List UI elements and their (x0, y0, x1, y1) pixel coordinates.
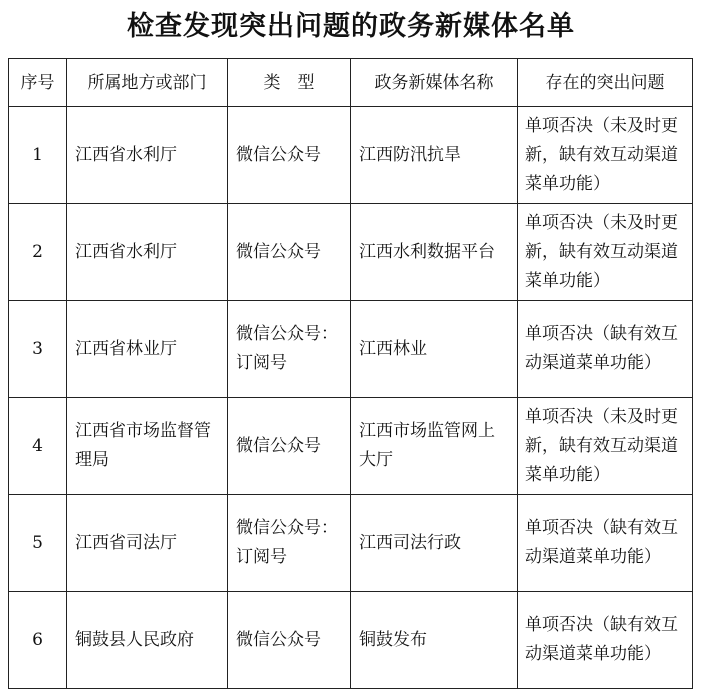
cell-type: 微信公众号：订阅号 (228, 495, 351, 592)
table-row (9, 592, 693, 689)
table-row (9, 204, 693, 301)
cell-type: 微信公众号：订阅号 (228, 301, 351, 398)
cell-problem: 单项否决（未及时更新，缺有效互动渠道菜单功能） (518, 398, 693, 495)
cell-serial-number: 2 (9, 204, 67, 301)
cell-department: 江西省林业厅 (67, 301, 228, 398)
table-row (9, 301, 693, 398)
header-media-name: 政务新媒体名称 (351, 59, 518, 107)
page-title: 检查发现突出问题的政务新媒体名单 (127, 11, 575, 42)
media-list-table (8, 58, 693, 689)
header-department: 所属地方或部门 (67, 59, 228, 107)
table-row (9, 107, 693, 204)
cell-department: 江西省水利厅 (67, 204, 228, 301)
header-serial-number: 序号 (9, 59, 67, 107)
cell-media-name: 江西防汛抗旱 (351, 107, 518, 204)
cell-media-name: 江西水利数据平台 (351, 204, 518, 301)
cell-department: 江西省水利厅 (67, 107, 228, 204)
cell-problem: 单项否决（缺有效互动渠道菜单功能） (518, 301, 693, 398)
cell-problem: 单项否决（未及时更新，缺有效互动渠道菜单功能） (518, 107, 693, 204)
cell-problem: 单项否决（缺有效互动渠道菜单功能） (518, 592, 693, 689)
cell-problem: 单项否决（缺有效互动渠道菜单功能） (518, 495, 693, 592)
cell-department: 江西省市场监督管理局 (67, 398, 228, 495)
cell-type: 微信公众号 (228, 204, 351, 301)
cell-type: 微信公众号 (228, 398, 351, 495)
cell-serial-number: 5 (9, 495, 67, 592)
cell-media-name: 江西市场监管网上大厅 (351, 398, 518, 495)
cell-serial-number: 1 (9, 107, 67, 204)
table-row (9, 398, 693, 495)
cell-serial-number: 6 (9, 592, 67, 689)
cell-problem: 单项否决（未及时更新，缺有效互动渠道菜单功能） (518, 204, 693, 301)
cell-department: 江西省司法厅 (67, 495, 228, 592)
header-problem: 存在的突出问题 (518, 59, 693, 107)
cell-type: 微信公众号 (228, 592, 351, 689)
table-row (9, 495, 693, 592)
cell-media-name: 铜鼓发布 (351, 592, 518, 689)
header-type: 类 型 (228, 59, 351, 107)
table-header-row (9, 59, 693, 107)
cell-department: 铜鼓县人民政府 (67, 592, 228, 689)
cell-serial-number: 3 (9, 301, 67, 398)
cell-serial-number: 4 (9, 398, 67, 495)
cell-type: 微信公众号 (228, 107, 351, 204)
cell-media-name: 江西林业 (351, 301, 518, 398)
cell-media-name: 江西司法行政 (351, 495, 518, 592)
